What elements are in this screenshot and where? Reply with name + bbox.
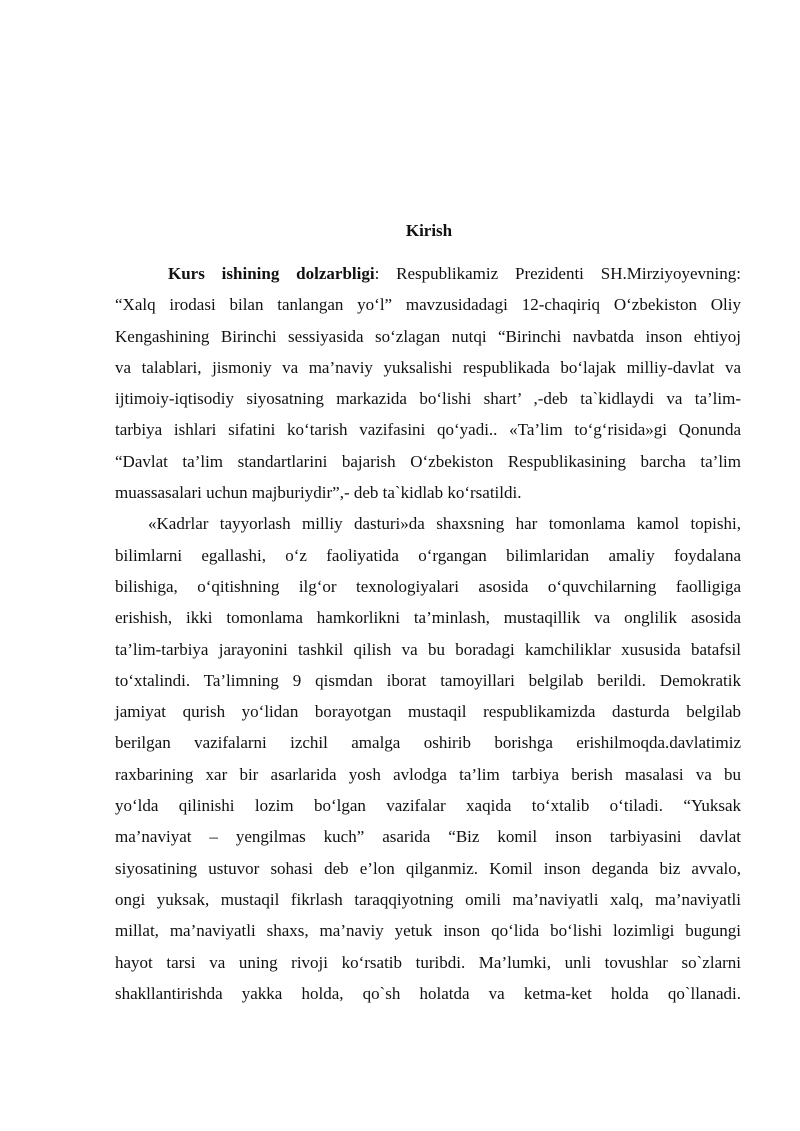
page-title: Kirish bbox=[405, 221, 453, 240]
paragraph-line: to‘xtalindi. Ta’limning 9 qismdan iborat tamoyillari belgilab berildi. Demokratik bbox=[115, 670, 741, 690]
paragraph-line: ta’lim-tarbiya jarayonini tashkil qilish va bu boradagi kamchiliklar xususida batafsil bbox=[115, 639, 741, 659]
paragraph-line: yo‘lda qilinishi lozim bo‘lgan vazifalar xaqida to‘xtalib o‘tiladi. “Yuksak bbox=[115, 796, 741, 816]
paragraph-line: Kengashining Birinchi sessiyasida so‘zlagan nutqi “Birinchi navbatda inson ehtiyoj bbox=[115, 326, 741, 346]
lead-colon: : bbox=[374, 264, 380, 283]
paragraph-line: erishish, ikki tomonlama hamkorlikni ta’minlash, mustaqillik va onglilik asosida bbox=[115, 608, 741, 628]
paragraph-line: ongi yuksak, mustaqil fikrlash taraqqiyotning omili ma’naviyatli xalq, ma’naviyatli bbox=[115, 889, 741, 909]
paragraph-kadrlar bbox=[115, 508, 741, 1009]
paragraph-line: “Davlat ta’lim standartlarini bajarish O‘zbekiston Respublikasining barcha ta’lim bbox=[115, 451, 741, 471]
paragraph-line: va talablari, jismoniy va ma’naviy yuksalishi respublikada bo‘lajak milliy-davlat va bbox=[115, 357, 741, 377]
paragraph-line: bilishiga, o‘qitishning ilg‘or texnologiyalari asosida o‘quvchilarning faolligiga bbox=[115, 576, 741, 596]
lead-rest: Respublikamiz Prezidenti SH.Mirziyoyevning: bbox=[379, 264, 741, 283]
paragraph-line: ma’naviyat – yengilmas kuch” asarida “Biz komil inson tarbiyasini davlat bbox=[115, 827, 741, 847]
paragraph-dolzarbligi bbox=[115, 258, 741, 508]
paragraph-line: raxbarining xar bir asarlarida yosh avlodga ta’lim tarbiya berish masalasi va bu bbox=[115, 764, 741, 784]
paragraph-line bbox=[115, 258, 741, 289]
paragraph-line: “Xalq irodasi bilan tanlangan yo‘l” mavzusidadagi 12-chaqiriq O‘zbekiston Oliy bbox=[115, 295, 741, 315]
paragraph-line: millat, ma’naviyatli shaxs, ma’naviy yetuk inson qo‘lida bo‘lishi lozimligi bugungi bbox=[115, 921, 741, 941]
paragraph-line: «Kadrlar tayyorlash milliy dasturi»da shaxsning har tomonlama kamol topishi, bbox=[148, 514, 741, 534]
paragraph-line: ijtimoiy-iqtisodiy siyosatning markazida bo‘lishi shart’ ,-deb ta`kidlaydi va ta’lim- bbox=[115, 389, 741, 409]
body-text bbox=[115, 258, 741, 1009]
paragraph-line: jamiyat qurish yo‘lidan borayotgan mustaqil respublikamizda dasturda belgilab bbox=[115, 702, 741, 722]
paragraph-line: hayot tarsi va uning rivoji ko‘rsatib turibdi. Ma’lumki, unli tovushlar so`zlarni bbox=[115, 952, 741, 972]
paragraph-line: tarbiya ishlari sifatini ko‘tarish vazifasini qo‘yadi.. «Ta’lim to‘g‘risida»gi Qonunda bbox=[115, 420, 741, 440]
paragraph-line: shakllantirishda yakka holda, qo`sh holatda va ketma-ket holda qo`llanadi. bbox=[115, 983, 741, 1003]
paragraph-line: berilgan vazifalarni izchil amalga oshirib borishga erishilmoqda.davlatimiz bbox=[115, 733, 741, 753]
paragraph-line: bilimlarni egallashi, o‘z faoliyatida o‘rgangan bilimlaridan amaliy foydalana bbox=[115, 545, 741, 565]
lead-term: Kurs ishining dolzarbligi bbox=[168, 264, 375, 283]
paragraph-line: siyosatining ustuvor sohasi deb e’lon qilganmiz. Komil inson deganda biz avvalo, bbox=[115, 858, 741, 878]
paragraph-line: muassasalari uchun majburiydir”,- deb ta`kidlab ko‘rsatildi. bbox=[115, 483, 522, 503]
